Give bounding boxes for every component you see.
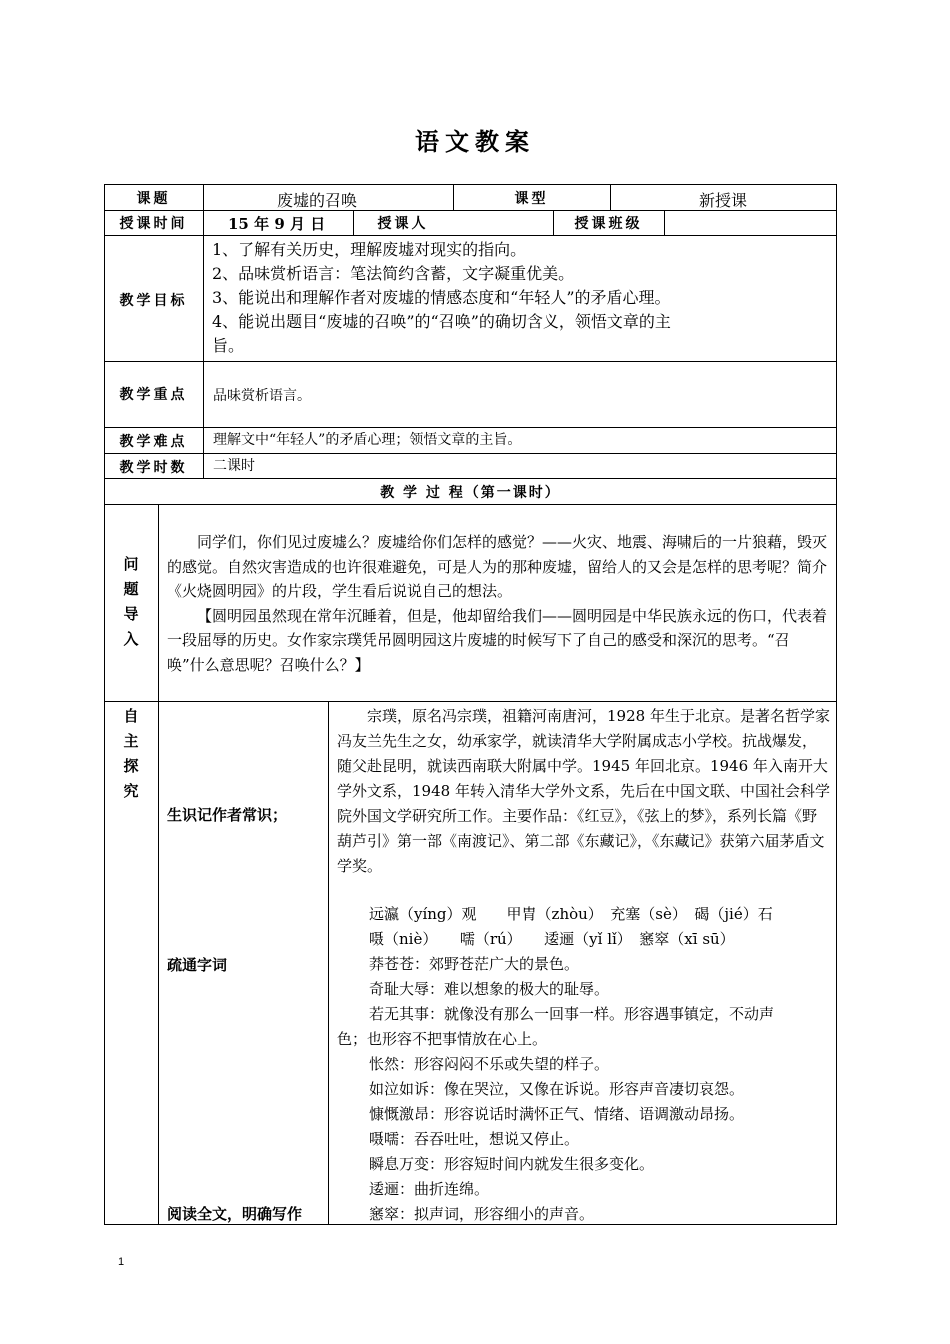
vocab-item: 莽苍苍：郊野苍茫广大的景色。 — [369, 955, 580, 973]
vocab-item: 如泣如诉：像在哭泣，又像在诉说。形容声音凄切哀怨。 — [369, 1080, 745, 1098]
process-title: 教 学 过 程（第一课时） — [380, 485, 561, 501]
intro-text — [167, 530, 827, 677]
intro-paragraph: 【圆明园虽然现在常年沉睡着，但是，他却留给我们——圆明园是中华民族永远的伤口，代表着一段屈辱的历史。女作家宗璞凭吊圆明园这片废墟的时候写下了自己的感受和深沉的思考。“召唤”什么意思呢？召唤什么？】 — [167, 606, 828, 674]
hours-label: 教学时数 — [119, 460, 188, 476]
type-value: 新授课 — [698, 191, 747, 210]
vocab-item: 色；也形容不把事情放在心上。 — [337, 1030, 548, 1048]
type-label: 课型 — [514, 191, 549, 207]
topic-value: 废墟的召唤 — [277, 191, 358, 210]
objectives-label: 教学目标 — [119, 293, 188, 309]
vocab-item: 瞬息万变：形容短时间内就发生很多变化。 — [369, 1155, 655, 1173]
page-number: 1 — [118, 1256, 125, 1268]
vocab-item: 奇耻大辱：难以想象的极大的耻辱。 — [369, 980, 610, 998]
objectives-list — [212, 238, 832, 358]
explore-label: 自主探究 — [123, 707, 139, 800]
vocab-label: 疏通字词 — [167, 956, 228, 974]
vocab-item: 嗫（niè） 嚅（rú） 逶逦（yǐ lǐ） 窸窣（xī sū） — [369, 930, 735, 948]
vocab-item: 窸窣：拟声词，形容细小的声音。 — [369, 1205, 595, 1223]
topic-label: 课题 — [136, 191, 171, 207]
vocab-item: 若无其事：就像没有那么一回事一样。形容遇事镇定，不动声 — [369, 1005, 775, 1023]
key-points-label: 教学重点 — [119, 387, 188, 403]
time-label: 授课时间 — [119, 216, 188, 232]
document-title: 语文教案 — [415, 128, 535, 156]
difficulties-label: 教学难点 — [119, 434, 188, 450]
author-text — [337, 704, 831, 879]
difficulties-value: 理解文中“年轻人”的矛盾心理；领悟文章的主旨。 — [213, 432, 522, 448]
class-label: 授课班级 — [574, 216, 643, 232]
vocab-item: 嗫嚅：吞吞吐吐，想说又停止。 — [369, 1130, 580, 1148]
intro-label: 问题导入 — [123, 555, 139, 648]
vocab-item: 怅然：形容闷闷不乐或失望的样子。 — [369, 1055, 610, 1073]
hours-value: 二课时 — [213, 458, 255, 474]
vocab-item: 慷慨激昂：形容说话时满怀正气、情绪、语调激动昂扬。 — [369, 1105, 745, 1123]
objective-item: 1、了解有关历史，理解废墟对现实的指向。 — [212, 240, 527, 259]
time-value: 15 年 9 月 日 — [228, 215, 326, 233]
reading-label: 阅读全文，明确写作 — [167, 1205, 303, 1223]
intro-paragraph: 同学们，你们见过废墟么？废墟给你们怎样的感觉？——火灾、地震、海啸后的一片狼藉，毁灭的感觉。自然灾害造成的也许很难避免，可是人为的那种废墟，留给人的又会是怎样的思考呢？简介《火烧圆明园》的片段，学生看后说说自己的想法。 — [167, 533, 828, 600]
objective-item: 3、能说出和理解作者对废墟的情感态度和“年轻人”的矛盾心理。 — [212, 288, 671, 307]
objective-item: 旨。 — [212, 336, 245, 355]
objective-item: 4、能说出题目“废墟的召唤”的“召唤”的确切含义，领悟文章的主 — [212, 312, 671, 331]
author-label: 生识记作者常识； — [167, 806, 288, 824]
teacher-label: 授课人 — [377, 216, 429, 232]
vocab-item: 逶逦：曲折连绵。 — [369, 1180, 490, 1198]
vocab-item: 远瀛（yíng）观 甲胄（zhòu） 充塞（sè） 碣（jié）石 — [369, 905, 773, 923]
key-points-value: 品味赏析语言。 — [213, 388, 311, 404]
objective-item: 2、品味赏析语言：笔法简约含蓄，文字凝重优美。 — [212, 264, 575, 283]
vocab-list — [337, 902, 831, 1227]
author-paragraph: 宗璞，原名冯宗璞，祖籍河南唐河，1928 年生于北京。是著名哲学家冯友兰先生之女，幼承家学，就读清华大学附属成志小学校。抗战爆发，随父赴昆明，就读西南联大附属中学。1945 年回北京。1946 年入南开大学外文系，1948 年转入清华大学外文系，先后在中国文联、中国社会科学院外国文学研究所工作。主要作品：《红豆》，《弦上的梦》，系列长篇《野葫芦引》第一部《南渡记》、第二部《东藏记》，《东藏记》获第六届茅盾文学奖。 — [337, 707, 830, 875]
